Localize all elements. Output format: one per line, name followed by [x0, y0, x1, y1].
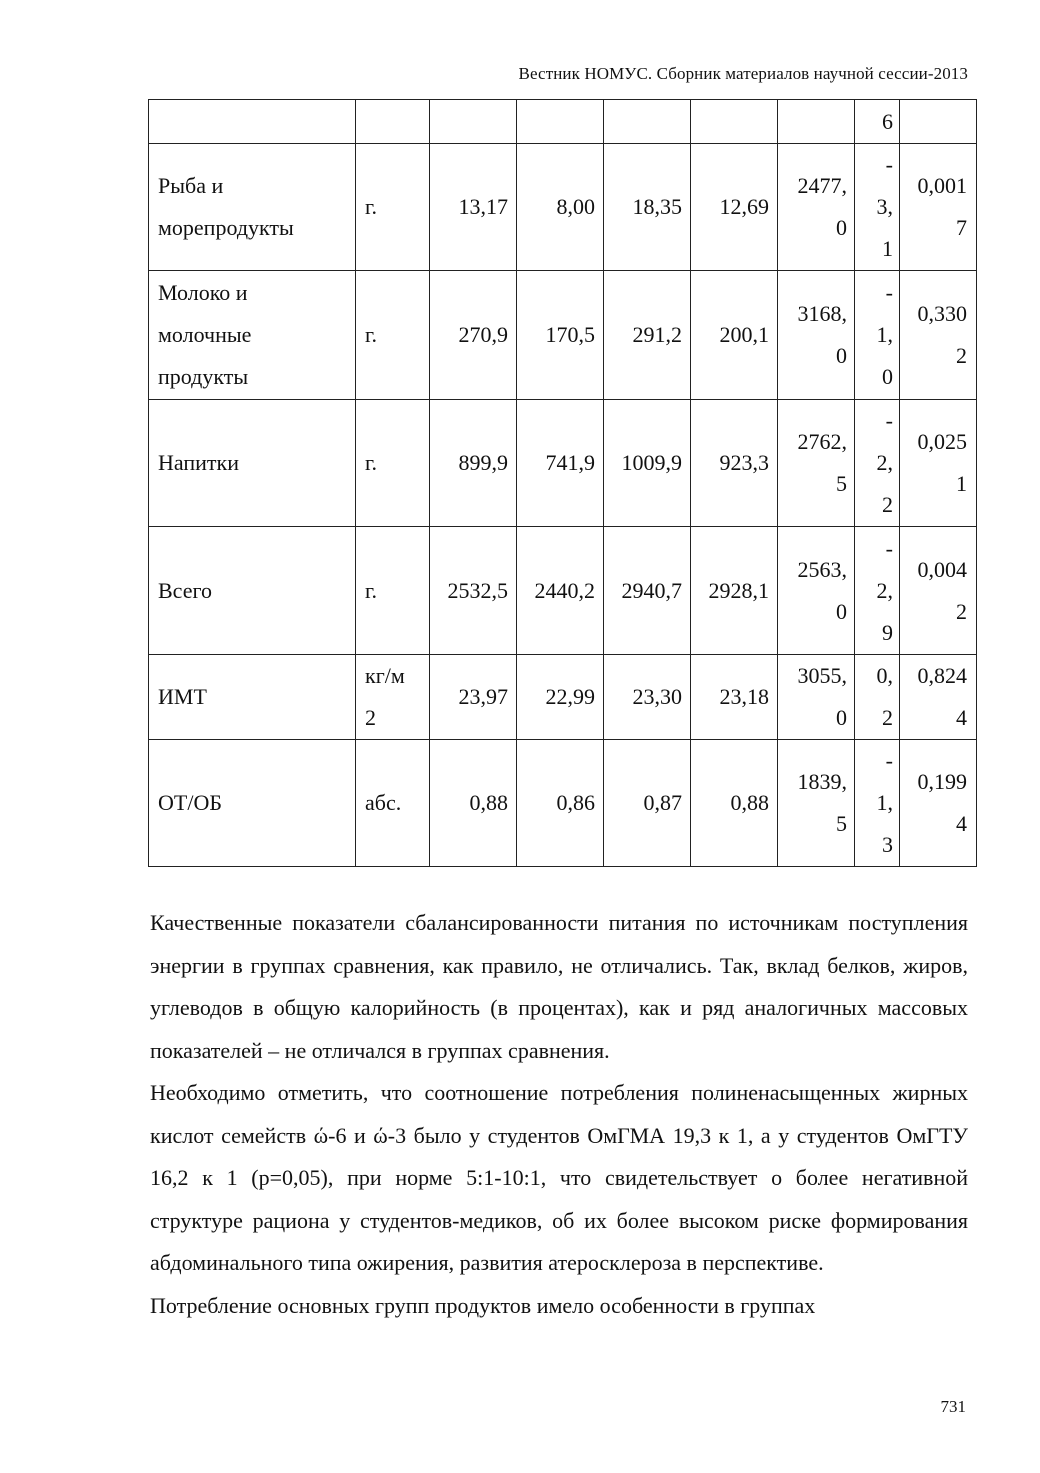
- value-cell: 23,18: [691, 655, 778, 740]
- z-stat-cell: - 3, 1: [855, 144, 900, 271]
- value-cell: 23,97: [430, 655, 517, 740]
- page-number: 731: [940, 1397, 966, 1416]
- u-stat-cell: 2762, 5: [778, 400, 855, 527]
- value-cell: 12,69: [691, 144, 778, 271]
- value-cell: [691, 100, 778, 144]
- table-row: [149, 144, 977, 271]
- table-row: [149, 100, 977, 144]
- value-cell: 2532,5: [430, 527, 517, 655]
- table-row: [149, 527, 977, 655]
- value-cell: 0,88: [430, 740, 517, 867]
- value-cell: 291,2: [604, 271, 691, 400]
- value-cell: [604, 100, 691, 144]
- value-cell: 741,9: [517, 400, 604, 527]
- p-value-cell: 0,025 1: [900, 400, 977, 527]
- paragraph: Потребление основных групп продуктов имело особенности в группах: [150, 1292, 816, 1318]
- z-stat-cell: 6: [855, 100, 900, 144]
- u-stat-cell: [778, 100, 855, 144]
- z-stat-cell: 0, 2: [855, 655, 900, 740]
- value-cell: 170,5: [517, 271, 604, 400]
- u-stat-cell: 2477, 0: [778, 144, 855, 271]
- value-cell: 0,86: [517, 740, 604, 867]
- p-value-cell: 0,199 4: [900, 740, 977, 867]
- row-name-cell: Напитки: [149, 400, 356, 527]
- value-cell: 2928,1: [691, 527, 778, 655]
- z-stat-cell: - 2, 2: [855, 400, 900, 527]
- row-name-cell: [149, 100, 356, 144]
- value-cell: 1009,9: [604, 400, 691, 527]
- table-row: [149, 655, 977, 740]
- table-row: [149, 740, 977, 867]
- p-value-cell: [900, 100, 977, 144]
- value-cell: 22,99: [517, 655, 604, 740]
- row-unit-cell: г.: [356, 271, 430, 400]
- value-cell: 8,00: [517, 144, 604, 271]
- value-cell: 0,88: [691, 740, 778, 867]
- z-stat-cell: - 2, 9: [855, 527, 900, 655]
- value-cell: 18,35: [604, 144, 691, 271]
- value-cell: 270,9: [430, 271, 517, 400]
- row-unit-cell: г.: [356, 527, 430, 655]
- paragraph: Качественные показатели сбалансированности питания по источникам поступления энергии в группах сравнения, как правило, не отличались. Так, вклад белков, жиров, углеводов в общую калорийность (в процентах), как и ряд аналогичных массовых показателей – не отличался в группах сравнения.: [150, 910, 968, 1063]
- p-value-cell: 0,001 7: [900, 144, 977, 271]
- p-value-cell: 0,824 4: [900, 655, 977, 740]
- value-cell: 923,3: [691, 400, 778, 527]
- value-cell: [517, 100, 604, 144]
- row-name-cell: Рыба и морепродукты: [149, 144, 356, 271]
- value-cell: 899,9: [430, 400, 517, 527]
- row-unit-cell: г.: [356, 144, 430, 271]
- table-row: [149, 271, 977, 400]
- row-name-cell: Молоко и молочные продукты: [149, 271, 356, 400]
- row-unit-cell: г.: [356, 400, 430, 527]
- u-stat-cell: 1839, 5: [778, 740, 855, 867]
- value-cell: 23,30: [604, 655, 691, 740]
- value-cell: 13,17: [430, 144, 517, 271]
- paragraph: Необходимо отметить, что соотношение потребления полиненасыщенных жирных кислот семейств ώ-6 и ώ-3 было у студентов ОмГМА 19,3 к 1, а у студентов ОмГТУ 16,2 к 1 (р=0,05), при норме 5:1-10:1, что свидетельствует о более негативной структуре рациона у студентов-медиков, об их более высоком риске формирования абдоминального типа ожирения, развития атеросклероза в перспективе.: [150, 1080, 968, 1275]
- row-name-cell: Всего: [149, 527, 356, 655]
- p-value-cell: 0,330 2: [900, 271, 977, 400]
- u-stat-cell: 3055, 0: [778, 655, 855, 740]
- value-cell: 2440,2: [517, 527, 604, 655]
- table-row: [149, 400, 977, 527]
- value-cell: 2940,7: [604, 527, 691, 655]
- u-stat-cell: 3168, 0: [778, 271, 855, 400]
- row-unit-cell: кг/м 2: [356, 655, 430, 740]
- row-unit-cell: абс.: [356, 740, 430, 867]
- value-cell: 200,1: [691, 271, 778, 400]
- running-header: Вестник НОМУС. Сборник материалов научной сессии-2013: [518, 64, 968, 83]
- body-text: [150, 902, 968, 1327]
- row-name-cell: ОТ/ОБ: [149, 740, 356, 867]
- value-cell: [430, 100, 517, 144]
- data-table: [148, 99, 977, 867]
- z-stat-cell: - 1, 0: [855, 271, 900, 400]
- u-stat-cell: 2563, 0: [778, 527, 855, 655]
- row-name-cell: ИМТ: [149, 655, 356, 740]
- z-stat-cell: - 1, 3: [855, 740, 900, 867]
- row-unit-cell: [356, 100, 430, 144]
- value-cell: 0,87: [604, 740, 691, 867]
- p-value-cell: 0,004 2: [900, 527, 977, 655]
